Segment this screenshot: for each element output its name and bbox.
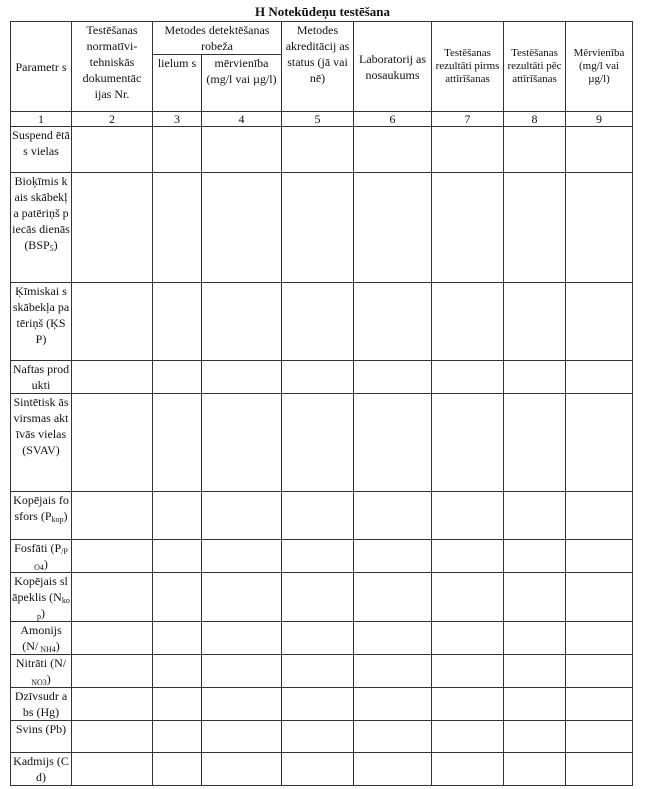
empty-cell[interactable] [504,622,566,655]
empty-cell[interactable] [432,492,504,540]
empty-cell[interactable] [72,173,153,283]
header-mervieniba: Mērvienība (mg/l vai µg/l) [566,22,633,112]
empty-cell[interactable] [282,283,354,361]
empty-cell[interactable] [282,540,354,573]
parameter-label: Sintētisk ās virsmas aktīvās vielas (SVAV) [13,395,69,457]
empty-cell[interactable] [72,573,153,622]
parameter-label: Svins (Pb) [15,722,67,736]
column-number: 6 [354,112,432,127]
empty-cell[interactable] [153,721,202,753]
empty-cell[interactable] [566,283,633,361]
empty-cell[interactable] [566,361,633,394]
empty-cell[interactable] [282,173,354,283]
empty-cell[interactable] [432,394,504,492]
empty-cell[interactable] [282,361,354,394]
empty-cell[interactable] [282,492,354,540]
empty-cell[interactable] [72,622,153,655]
empty-cell[interactable] [566,753,633,786]
empty-cell[interactable] [282,622,354,655]
empty-cell[interactable] [202,127,282,173]
empty-cell[interactable] [432,283,504,361]
header-pirms: Testēšanas rezultāti pirms attīrīšanas [432,22,504,112]
empty-cell[interactable] [432,573,504,622]
table-row [11,688,633,721]
empty-cell[interactable] [153,622,202,655]
table-row [11,361,633,394]
empty-cell[interactable] [153,753,202,786]
table-row [11,394,633,492]
empty-cell[interactable] [202,283,282,361]
table-row [11,173,633,283]
parameter-suffix: ) [53,238,58,252]
empty-cell[interactable] [72,283,153,361]
parameter-name [11,688,72,721]
parameter-name [11,283,72,361]
parameter-label: Nitrāti (N/ [15,656,67,670]
header-pec: Testēšanas rezultāti pēc attīrīšanas [504,22,566,112]
parameter-subscript: 5 [49,244,54,253]
parameter-subscript: NO3 [31,678,47,687]
empty-cell[interactable] [566,655,633,688]
empty-cell[interactable] [504,127,566,173]
parameter-subscript: /PO4 [34,547,68,572]
empty-cell[interactable] [282,127,354,173]
header-laboratorija: Laboratorij as nosaukums [354,22,432,112]
empty-cell[interactable] [504,573,566,622]
empty-cell[interactable] [72,655,153,688]
column-number-row [11,112,633,127]
empty-cell[interactable] [566,622,633,655]
parameter-subscript: kop [51,515,64,524]
parameter-name [11,721,72,753]
empty-cell[interactable] [202,173,282,283]
parameter-name [11,492,72,540]
empty-cell[interactable] [566,540,633,573]
empty-cell[interactable] [354,492,432,540]
parameter-label: Fosfāti (P [14,541,62,555]
empty-cell[interactable] [72,688,153,721]
empty-cell[interactable] [202,753,282,786]
empty-cell[interactable] [72,361,153,394]
header-akreditacija: Metodes akreditācij as status (jā vai nē) [282,22,354,112]
empty-cell[interactable] [282,753,354,786]
empty-cell[interactable] [432,688,504,721]
empty-cell[interactable] [202,394,282,492]
empty-cell[interactable] [354,394,432,492]
empty-cell[interactable] [202,622,282,655]
parameter-label: Ķīmiskai s skābekļa patēriņš (ĶSP) [12,284,70,346]
empty-cell[interactable] [153,173,202,283]
empty-cell[interactable] [566,688,633,721]
empty-cell[interactable] [153,540,202,573]
empty-cell[interactable] [504,492,566,540]
parameter-suffix: ) [43,557,48,571]
empty-cell[interactable] [432,540,504,573]
empty-cell[interactable] [354,573,432,622]
empty-cell[interactable] [153,394,202,492]
header-metodes-robeza: Metodes detektēšanas robeža [153,22,282,55]
parameter-name [11,361,72,394]
parameter-suffix: ) [63,509,68,523]
empty-cell[interactable] [354,622,432,655]
empty-cell[interactable] [432,655,504,688]
parameter-suffix: ) [46,672,51,686]
column-number: 2 [72,112,153,127]
parameter-label: Suspend ētās vielas [12,128,70,158]
parameter-label: Amonijs (N/ [20,623,62,653]
empty-cell[interactable] [354,753,432,786]
parameter-label: Kadmijs (Cd) [13,754,69,784]
empty-cell[interactable] [354,173,432,283]
table-row [11,492,633,540]
table-row [11,540,633,573]
empty-cell[interactable] [72,492,153,540]
empty-cell[interactable] [282,721,354,753]
empty-cell[interactable] [354,688,432,721]
parameter-name [11,655,72,688]
empty-cell[interactable] [202,721,282,753]
table-row [11,573,633,622]
wastewater-testing-table [10,21,633,786]
empty-cell[interactable] [504,721,566,753]
table-row [11,127,633,173]
header-mervieniba-sub: mērvienība (mg/l vai µg/l) [202,55,282,112]
parameter-subscript: kop [37,596,70,621]
empty-cell[interactable] [202,573,282,622]
empty-cell[interactable] [566,721,633,753]
empty-cell[interactable] [504,540,566,573]
empty-cell[interactable] [72,127,153,173]
column-number: 4 [202,112,282,127]
header-parametrs: Parametr s [11,22,72,112]
column-number: 9 [566,112,633,127]
empty-cell[interactable] [504,655,566,688]
parameter-label: Kopējais fosfors (P [13,493,69,523]
empty-cell[interactable] [282,573,354,622]
empty-cell[interactable] [153,573,202,622]
table-row [11,283,633,361]
column-number: 5 [282,112,354,127]
table-row [11,622,633,655]
empty-cell[interactable] [354,127,432,173]
empty-cell[interactable] [72,753,153,786]
empty-cell[interactable] [202,492,282,540]
empty-cell[interactable] [432,361,504,394]
header-lielums: lielum s [153,55,202,112]
empty-cell[interactable] [282,688,354,721]
empty-cell[interactable] [282,394,354,492]
empty-cell[interactable] [354,655,432,688]
empty-cell[interactable] [202,655,282,688]
parameter-name [11,127,72,173]
empty-cell[interactable] [504,688,566,721]
empty-cell[interactable] [72,540,153,573]
empty-cell[interactable] [504,173,566,283]
table-row [11,753,633,786]
empty-cell[interactable] [354,721,432,753]
parameter-label: Dzīvsudr abs (Hg) [14,689,68,719]
column-number: 1 [11,112,72,127]
column-number: 8 [504,112,566,127]
column-number: 7 [432,112,504,127]
empty-cell[interactable] [153,127,202,173]
empty-cell[interactable] [72,721,153,753]
empty-cell[interactable] [153,492,202,540]
parameter-name [11,394,72,492]
parameter-name [11,573,72,622]
empty-cell[interactable] [566,394,633,492]
empty-cell[interactable] [153,655,202,688]
table-row [11,721,633,753]
empty-cell[interactable] [202,540,282,573]
column-number: 3 [153,112,202,127]
empty-cell[interactable] [504,283,566,361]
empty-cell[interactable] [354,283,432,361]
empty-cell[interactable] [432,721,504,753]
empty-cell[interactable] [432,127,504,173]
empty-cell[interactable] [432,753,504,786]
empty-cell[interactable] [504,361,566,394]
parameter-name [11,753,72,786]
parameter-subscript: NH4 [38,645,56,654]
empty-cell[interactable] [566,573,633,622]
empty-cell[interactable] [504,753,566,786]
parameter-name [11,173,72,283]
empty-cell[interactable] [153,361,202,394]
empty-cell[interactable] [504,394,566,492]
page-title: H Notekūdeņu testēšana [254,4,391,19]
parameter-name [11,622,72,655]
header-standarts: Testēšanas normatīvi-tehniskās dokumentāc ijas Nr. [72,22,153,112]
parameter-suffix: ) [55,639,60,653]
parameter-name [11,540,72,573]
empty-cell[interactable] [153,688,202,721]
empty-cell[interactable] [566,127,633,173]
empty-cell[interactable] [153,283,202,361]
empty-cell[interactable] [432,622,504,655]
empty-cell[interactable] [354,540,432,573]
parameter-suffix: ) [41,606,45,620]
parameter-label: Naftas produkti [12,362,70,392]
empty-cell[interactable] [566,173,633,283]
table-row [11,655,633,688]
parameter-label: Bioķīmis kais skābekļa patēriņš piecās dienās (BSP [12,174,70,252]
empty-cell[interactable] [566,492,633,540]
empty-cell[interactable] [354,361,432,394]
empty-cell[interactable] [432,173,504,283]
empty-cell[interactable] [282,655,354,688]
empty-cell[interactable] [72,394,153,492]
empty-cell[interactable] [202,361,282,394]
parameter-label: Kopējais slāpeklis (N [12,574,68,604]
empty-cell[interactable] [202,688,282,721]
